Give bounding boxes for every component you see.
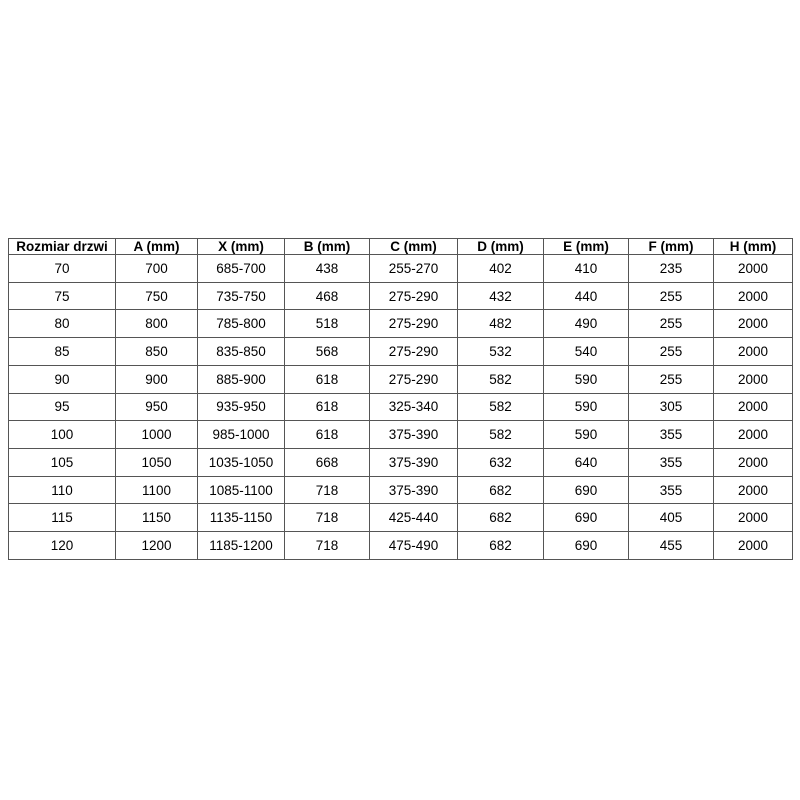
table-cell: 582	[458, 393, 544, 421]
column-header: Rozmiar drzwi	[9, 239, 116, 255]
table-cell: 590	[544, 393, 629, 421]
table-cell: 1085-1100	[198, 476, 285, 504]
table-cell: 90	[9, 365, 116, 393]
table-cell: 455	[629, 532, 714, 560]
table-cell: 850	[116, 338, 198, 366]
table-cell: 1150	[116, 504, 198, 532]
table-cell: 1000	[116, 421, 198, 449]
table-cell: 682	[458, 476, 544, 504]
table-cell: 468	[285, 282, 370, 310]
table-body	[9, 255, 793, 560]
table-cell: 735-750	[198, 282, 285, 310]
table-row	[9, 365, 793, 393]
table-cell: 518	[285, 310, 370, 338]
table-header	[9, 239, 793, 255]
table-cell: 540	[544, 338, 629, 366]
table-cell: 640	[544, 449, 629, 477]
table-row	[9, 255, 793, 283]
table-cell: 235	[629, 255, 714, 283]
table-cell: 255	[629, 310, 714, 338]
table-cell: 1185-1200	[198, 532, 285, 560]
table-cell: 2000	[714, 476, 793, 504]
table-cell: 690	[544, 532, 629, 560]
table-cell: 582	[458, 365, 544, 393]
table-cell: 685-700	[198, 255, 285, 283]
table-cell: 590	[544, 421, 629, 449]
table-cell: 2000	[714, 393, 793, 421]
table-cell: 618	[285, 421, 370, 449]
table-cell: 800	[116, 310, 198, 338]
table-cell: 690	[544, 476, 629, 504]
table-cell: 935-950	[198, 393, 285, 421]
table-row	[9, 532, 793, 560]
table-cell: 900	[116, 365, 198, 393]
table-cell: 85	[9, 338, 116, 366]
table-cell: 275-290	[370, 338, 458, 366]
table-cell: 618	[285, 365, 370, 393]
table-row	[9, 393, 793, 421]
table-cell: 115	[9, 504, 116, 532]
table-cell: 410	[544, 255, 629, 283]
table-cell: 375-390	[370, 449, 458, 477]
door-dimensions-table	[8, 238, 793, 560]
table-cell: 70	[9, 255, 116, 283]
table-cell: 682	[458, 504, 544, 532]
table-cell: 255-270	[370, 255, 458, 283]
table-cell: 275-290	[370, 282, 458, 310]
table-cell: 355	[629, 476, 714, 504]
table-cell: 2000	[714, 421, 793, 449]
table-cell: 985-1000	[198, 421, 285, 449]
table-cell: 75	[9, 282, 116, 310]
table-row	[9, 504, 793, 532]
table-cell: 325-340	[370, 393, 458, 421]
table-cell: 80	[9, 310, 116, 338]
table-cell: 475-490	[370, 532, 458, 560]
table-cell: 2000	[714, 255, 793, 283]
table-cell: 950	[116, 393, 198, 421]
table-row	[9, 338, 793, 366]
table-cell: 668	[285, 449, 370, 477]
table-cell: 120	[9, 532, 116, 560]
table-cell: 105	[9, 449, 116, 477]
table-cell: 835-850	[198, 338, 285, 366]
table-cell: 305	[629, 393, 714, 421]
table-cell: 110	[9, 476, 116, 504]
table-cell: 432	[458, 282, 544, 310]
table-cell: 255	[629, 282, 714, 310]
table-cell: 682	[458, 532, 544, 560]
column-header: D (mm)	[458, 239, 544, 255]
table-cell: 355	[629, 449, 714, 477]
table-row	[9, 310, 793, 338]
table-cell: 1135-1150	[198, 504, 285, 532]
table-row	[9, 282, 793, 310]
table-cell: 690	[544, 504, 629, 532]
table-cell: 482	[458, 310, 544, 338]
table-cell: 1050	[116, 449, 198, 477]
table-cell: 2000	[714, 282, 793, 310]
table-cell: 405	[629, 504, 714, 532]
table-cell: 375-390	[370, 421, 458, 449]
table-row	[9, 449, 793, 477]
table-cell: 275-290	[370, 365, 458, 393]
table-cell: 425-440	[370, 504, 458, 532]
column-header: C (mm)	[370, 239, 458, 255]
table-row	[9, 421, 793, 449]
table-cell: 532	[458, 338, 544, 366]
table-cell: 718	[285, 476, 370, 504]
table-cell: 590	[544, 365, 629, 393]
table-cell: 718	[285, 532, 370, 560]
table-cell: 2000	[714, 504, 793, 532]
table-cell: 255	[629, 365, 714, 393]
table-row	[9, 476, 793, 504]
table-cell: 700	[116, 255, 198, 283]
table-cell: 355	[629, 421, 714, 449]
table-cell: 2000	[714, 338, 793, 366]
table-cell: 255	[629, 338, 714, 366]
table-cell: 1035-1050	[198, 449, 285, 477]
column-header: F (mm)	[629, 239, 714, 255]
table-header-row	[9, 239, 793, 255]
table-cell: 885-900	[198, 365, 285, 393]
table-cell: 568	[285, 338, 370, 366]
table-cell: 440	[544, 282, 629, 310]
table-cell: 718	[285, 504, 370, 532]
table-cell: 618	[285, 393, 370, 421]
table-cell: 2000	[714, 532, 793, 560]
table-cell: 785-800	[198, 310, 285, 338]
table-cell: 2000	[714, 365, 793, 393]
table-cell: 438	[285, 255, 370, 283]
table-cell: 95	[9, 393, 116, 421]
table-cell: 1200	[116, 532, 198, 560]
table-cell: 275-290	[370, 310, 458, 338]
table-cell: 582	[458, 421, 544, 449]
table-cell: 375-390	[370, 476, 458, 504]
table-cell: 750	[116, 282, 198, 310]
table-cell: 490	[544, 310, 629, 338]
table-cell: 2000	[714, 310, 793, 338]
table-cell: 2000	[714, 449, 793, 477]
column-header: A (mm)	[116, 239, 198, 255]
column-header: H (mm)	[714, 239, 793, 255]
column-header: X (mm)	[198, 239, 285, 255]
column-header: E (mm)	[544, 239, 629, 255]
table-cell: 402	[458, 255, 544, 283]
table-cell: 100	[9, 421, 116, 449]
column-header: B (mm)	[285, 239, 370, 255]
table-cell: 1100	[116, 476, 198, 504]
table-cell: 632	[458, 449, 544, 477]
